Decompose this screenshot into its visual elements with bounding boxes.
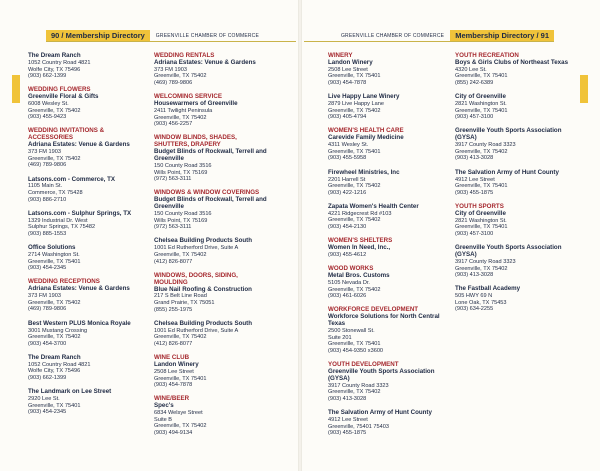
- address-line: Greenville, TX 75402: [154, 334, 207, 341]
- address-line: 1001 Ed Rutherford Drive, Suite A: [154, 245, 239, 252]
- directory-entry: [455, 286, 573, 313]
- business-name: Adriana Estates: Venue & Gardens: [28, 141, 130, 149]
- business-name: Landon Winery: [328, 58, 373, 66]
- address-line: 2821 Washington St.: [455, 217, 507, 224]
- address-line: 2411 Twilight Peninsula: [154, 108, 213, 114]
- business-name: The Dream Ranch: [28, 52, 81, 59]
- category-heading: WELCOMING SERVICE: [154, 93, 222, 101]
- phone-number: (903) 454-7878: [328, 80, 367, 86]
- directory-entry: [328, 238, 446, 258]
- phone-number: (903) 455-9423: [28, 114, 67, 121]
- phone-number: (855) 255-1975: [154, 306, 193, 313]
- address-line: 3001 Mustang Crossing: [28, 327, 88, 334]
- directory-entry: [28, 321, 146, 348]
- address-line: 2500 Stonewall St.: [328, 328, 375, 335]
- phone-number: (972) 563-3111: [154, 224, 192, 231]
- address-line: 373 FM 1903: [28, 149, 61, 156]
- address-line: 2201 Harrell St: [328, 176, 366, 183]
- address-line: Wolfe City, TX 75496: [28, 368, 81, 375]
- address-line: Wills Point, TX 75169: [154, 217, 208, 224]
- address-line: 3917 County Road 3323: [455, 142, 516, 149]
- phone-number: (903) 457-3100: [455, 114, 494, 121]
- business-name: Firewheel Ministries, Inc: [328, 168, 400, 176]
- phone-number: (903) 461-6026: [328, 293, 367, 300]
- address-line: 4311 Wesley St.: [328, 142, 369, 149]
- address-line: Greenville, TX 75402: [28, 299, 81, 306]
- directory-entry: [154, 53, 272, 87]
- address-line: 150 County Road 3516: [154, 211, 212, 218]
- phone-number: (903) 413-3028: [455, 155, 494, 162]
- directory-entry: [154, 238, 272, 265]
- category-heading: YOUTH RECREATION: [455, 52, 519, 59]
- phone-number: (903) 422-1216: [328, 189, 367, 196]
- business-name: The Dream Ranch: [28, 353, 81, 361]
- business-name: Latsons.com - Commerce, TX: [28, 175, 115, 183]
- phone-number: (903) 454-7878: [154, 382, 193, 389]
- directory-entry: [28, 389, 146, 416]
- business-name: City of Greenville: [455, 209, 506, 217]
- category-heading: WEDDING RENTALS: [154, 52, 215, 59]
- business-name: Chelsea Building Products South: [154, 319, 252, 327]
- business-name: Blue Nail Roofing & Construction: [154, 285, 252, 293]
- directory-entry: [455, 245, 573, 279]
- business-name: Best Western PLUS Monica Royale: [28, 319, 131, 327]
- address-line: 3917 County Road 3323: [328, 382, 389, 389]
- address-line: 3917 County Road 3323: [455, 258, 516, 265]
- left-page-number: 90 / Membership Directory: [46, 30, 150, 41]
- directory-entry: [328, 53, 446, 87]
- address-line: Greenville, 75401 75403: [328, 423, 389, 430]
- category-heading: WOOD WORKS: [328, 265, 374, 273]
- phone-number: (903) 886-2710: [28, 196, 67, 203]
- business-name: Budget Blinds of Rockwall, Terrell and Greenville: [154, 148, 267, 163]
- phone-number: (903) 455-4612: [328, 252, 367, 259]
- phone-number: (903) 885-1553: [28, 230, 67, 237]
- business-name: The Fastball Academy: [455, 285, 521, 293]
- address-line: 2879 Live Happy Lane: [328, 101, 384, 108]
- phone-number: (903) 454-3700: [28, 340, 67, 347]
- address-line: 2508 Lee Street: [154, 368, 194, 375]
- address-line: Suite B: [154, 416, 173, 423]
- directory-entry: [328, 128, 446, 162]
- directory-entry: [455, 53, 573, 87]
- address-line: Sulphur Springs, TX 75482: [28, 224, 96, 231]
- address-line: Greenville, TX 75402: [154, 114, 207, 121]
- business-name: Budget Blinds of Rockwall, Terrell and Greenville: [154, 196, 267, 211]
- directory-entry: [28, 87, 146, 121]
- business-name: Adriana Estates: Venue & Gardens: [154, 58, 256, 66]
- address-line: Greenville, TX 75401: [28, 402, 81, 409]
- directory-entry: [328, 94, 446, 121]
- directory-entry: [455, 170, 573, 197]
- phone-number: (903) 456-2257: [154, 121, 193, 128]
- address-line: Greenville, TX 75402: [154, 423, 207, 430]
- business-name: The Landmark on Lee Street: [28, 388, 112, 396]
- category-heading: WEDDING FLOWERS: [28, 86, 91, 94]
- address-line: Greenville, TX 75401: [455, 183, 508, 190]
- category-heading: WINDOW BLINDS, SHADES, SHUTTERS, DRAPERY: [154, 134, 237, 149]
- business-name: Zapata Women's Health Center: [328, 202, 419, 210]
- address-line: Greenville, TX 75401: [328, 148, 381, 155]
- address-line: Greenville, TX 75402: [28, 155, 81, 162]
- phone-number: (855) 242-6389: [455, 80, 494, 86]
- directory-entry: [328, 266, 446, 300]
- address-line: 4320 Lee St.: [455, 66, 487, 73]
- address-line: 505 HWY 69 N: [455, 293, 493, 300]
- directory-entry: [28, 279, 146, 313]
- address-line: Greenville, TX 75401: [328, 341, 381, 348]
- directory-entry: [154, 190, 272, 231]
- address-line: Wolfe City, TX 75496: [28, 66, 81, 73]
- directory-entry: [328, 410, 446, 437]
- phone-number: (469) 789-9806: [28, 162, 67, 169]
- business-name: The Salvation Army of Hunt County: [455, 168, 559, 176]
- category-heading: WINE CLUB: [154, 354, 190, 362]
- address-line: 2821 Washington St.: [455, 101, 507, 108]
- phone-number: (903) 454-9350 x3600: [328, 347, 384, 354]
- phone-number: (903) 494-9134: [154, 429, 193, 436]
- business-name: Greenville Youth Sports Association (GYSA): [455, 127, 562, 142]
- directory-entry: [28, 211, 146, 238]
- phone-number: (903) 413-3028: [455, 272, 494, 279]
- address-line: Greenville, TX 75401: [328, 73, 381, 80]
- phone-number: (903) 405-4794: [328, 114, 367, 121]
- business-name: Housewarmers of Greenville: [154, 100, 238, 108]
- directory-entry: [154, 396, 272, 436]
- directory-entry: [328, 362, 446, 403]
- directory-entry: [28, 128, 146, 169]
- address-line: 6834 Welsye Street: [154, 410, 203, 417]
- address-line: Greenville, TX 75401: [455, 107, 508, 114]
- right-page-header: [304, 30, 554, 42]
- category-heading: WINDOWS, DOORS, SIDING, MOULDING: [154, 271, 238, 286]
- directory-entry: [455, 204, 573, 238]
- address-line: Greenville, TX 75401: [455, 73, 508, 80]
- phone-number: (903) 457-3100: [455, 230, 494, 237]
- address-line: 1105 Main St.: [28, 183, 63, 190]
- business-name: Chelsea Building Products South: [154, 237, 252, 245]
- phone-number: (412) 826-8077: [154, 258, 193, 265]
- address-line: Greenville, TX 75402: [328, 286, 381, 293]
- address-line: Suite 201: [328, 334, 352, 341]
- right-chamber-name: GREENVILLE CHAMBER OF COMMERCE: [340, 32, 445, 39]
- address-line: Greenville, TX 75402: [154, 251, 207, 258]
- category-heading: YOUTH SPORTS: [455, 202, 504, 210]
- address-line: 1052 Country Road 4821: [28, 361, 91, 368]
- phone-number: (903) 413-3028: [328, 396, 367, 402]
- phone-number: (903) 454-2345: [28, 409, 67, 416]
- phone-number: (903) 454-2345: [28, 265, 67, 272]
- address-line: 373 FM 1903: [28, 293, 61, 300]
- address-line: Wills Point, TX 75169: [154, 169, 208, 176]
- address-line: 217 S Belt Line Road: [154, 293, 207, 300]
- phone-number: (903) 455-1875: [455, 189, 494, 196]
- left-page-header: [46, 30, 296, 42]
- address-line: Lone Oak, TX 75453: [455, 299, 507, 306]
- phone-number: (469) 789-9806: [154, 80, 193, 86]
- address-line: 5105 Nevada Dr.: [328, 280, 370, 287]
- business-name: Office Solutions: [28, 244, 76, 252]
- address-line: 4912 Lee Street: [328, 417, 368, 424]
- category-heading: WINE/BEER: [154, 395, 190, 403]
- category-heading: WINERY: [328, 52, 353, 59]
- address-line: Greenville, TX 75402: [154, 73, 207, 80]
- address-line: Greenville, TX 75401: [154, 375, 207, 382]
- phone-number: (903) 634-2255: [455, 306, 494, 313]
- directory-entry: [154, 321, 272, 348]
- address-line: Greenville, TX 75402: [28, 107, 81, 114]
- phone-number: (903) 662-1399: [28, 73, 67, 80]
- business-name: Greenville Floral & Gifts: [28, 93, 99, 101]
- directory-entry: [28, 355, 146, 382]
- business-name: Latsons.com - Sulphur Springs, TX: [28, 209, 132, 217]
- directory-entry: [154, 135, 272, 182]
- business-name: Workforce Solutions for North Central Texas: [328, 313, 440, 328]
- address-line: 6008 Wesley St.: [28, 101, 69, 108]
- phone-number: (412) 826-8077: [154, 340, 193, 347]
- directory-column-3: [328, 53, 446, 444]
- business-name: Landon Winery: [154, 361, 199, 369]
- category-heading: WEDDING RECEPTIONS: [28, 278, 100, 286]
- address-line: 373 FM 1903: [154, 66, 187, 73]
- left-chamber-name: GREENVILLE CHAMBER OF COMMERCE: [155, 32, 260, 39]
- directory-entry: [328, 170, 446, 197]
- phone-number: (972) 563-3111: [154, 176, 192, 183]
- directory-entry: [154, 273, 272, 314]
- directory-entry: [28, 245, 146, 272]
- address-line: Grand Prairie, TX 75051: [154, 300, 215, 307]
- phone-number: (903) 662-1399: [28, 374, 67, 381]
- category-heading: YOUTH DEVELOPMENT: [328, 361, 399, 369]
- category-heading: WEDDING INVITATIONS & ACCESSORIES: [28, 127, 105, 142]
- address-line: 4912 Lee Street: [455, 176, 495, 183]
- address-line: 2714 Washington St.: [28, 252, 80, 259]
- directory-entry: [28, 177, 146, 204]
- address-line: Commerce, TX 75428: [28, 190, 83, 197]
- address-line: Greenville, TX 75402: [328, 183, 381, 190]
- page-gutter: [298, 0, 302, 471]
- category-heading: WOMEN'S SHELTERS: [328, 237, 393, 245]
- address-line: Greenville, TX 75402: [328, 389, 381, 396]
- directory-entry: [154, 94, 272, 128]
- left-page-tab: [12, 75, 20, 103]
- business-name: Women In Need, Inc.,: [328, 244, 391, 252]
- directory-column-1: [28, 53, 146, 423]
- directory-entry: [328, 204, 446, 231]
- category-heading: WOMEN'S HEALTH CARE: [328, 127, 404, 135]
- business-name: Carevide Family Medicine: [328, 134, 404, 142]
- address-line: Greenville, TX 75401: [28, 258, 81, 265]
- phone-number: (903) 455-1875: [328, 430, 367, 437]
- business-name: Adriana Estates: Venue & Gardens: [28, 285, 130, 293]
- address-line: Greenville, TX 75402: [455, 265, 508, 272]
- directory-entry: [28, 53, 146, 80]
- phone-number: (903) 454-2130: [328, 224, 367, 231]
- directory-entry: [154, 355, 272, 389]
- business-name: Greenville Youth Sports Association (GYSA): [328, 368, 435, 382]
- business-name: The Salvation Army of Hunt County: [328, 409, 432, 417]
- business-name: Live Happy Lane Winery: [328, 93, 400, 101]
- address-line: Greenville, TX 75401: [455, 224, 508, 231]
- business-name: Boys & Girls Clubs of Northeast Texas: [455, 58, 569, 66]
- address-line: 2508 Lee Street: [328, 66, 368, 73]
- directory-entry: [328, 307, 446, 354]
- address-line: 150 County Road 3516: [154, 163, 212, 169]
- phone-number: (469) 789-9806: [28, 306, 67, 313]
- right-page-tab: [580, 75, 588, 103]
- address-line: 4221 Ridgecrest Rd #103: [328, 210, 392, 217]
- phone-number: (903) 455-5958: [328, 155, 367, 162]
- directory-entry: [455, 94, 573, 121]
- business-name: Spec's: [154, 402, 174, 410]
- category-heading: WORKFORCE DEVELOPMENT: [328, 306, 419, 314]
- address-line: 1052 Country Road 4821: [28, 59, 91, 66]
- directory-column-4: [455, 53, 573, 321]
- business-name: City of Greenville: [455, 93, 506, 101]
- address-line: 2920 Lee St.: [28, 396, 60, 403]
- business-name: Greenville Youth Sports Association (GYSA): [455, 244, 562, 259]
- address-line: Greenville, TX 75402: [28, 334, 81, 341]
- address-line: Greenville, TX 75402: [455, 148, 508, 155]
- address-line: 1001 Ed Rutherford Drive, Suite A: [154, 327, 239, 334]
- address-line: 1329 Industrial Dr. West: [28, 217, 88, 224]
- directory-entry: [455, 128, 573, 162]
- address-line: Greenville, TX 75402: [328, 107, 381, 114]
- directory-column-2: [154, 53, 272, 444]
- category-heading: WINDOWS & WINDOW COVERINGS: [154, 189, 260, 197]
- address-line: Greenville, TX 75402: [328, 217, 381, 224]
- business-name: Metal Bros. Customs: [328, 272, 390, 280]
- right-page-number: Membership Directory / 91: [450, 30, 554, 41]
